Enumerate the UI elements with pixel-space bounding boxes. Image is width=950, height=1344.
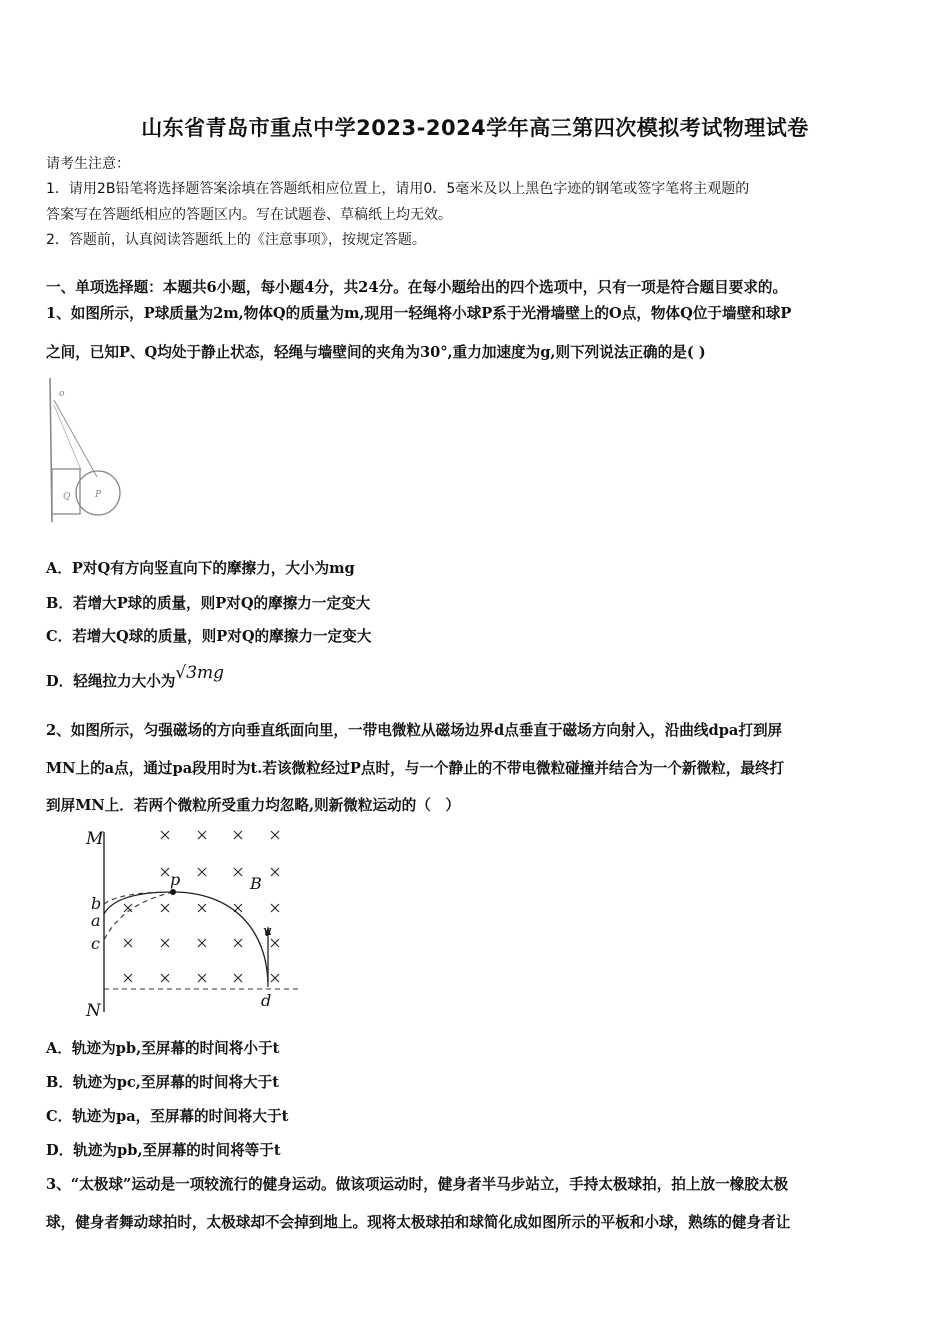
rope-edge-line xyxy=(54,405,81,470)
field-cross xyxy=(161,831,169,839)
field-cross xyxy=(271,939,279,947)
label-p: p xyxy=(170,870,181,889)
field-cross xyxy=(198,939,206,947)
field-cross xyxy=(198,904,206,912)
magnetic-field-crosses xyxy=(124,831,279,982)
question-1-option-d-text: D．轻绳拉力大小为 xyxy=(46,673,176,690)
question-1-figure xyxy=(40,370,135,530)
field-cross xyxy=(198,831,206,839)
label-c: c xyxy=(91,934,100,953)
field-cross xyxy=(234,939,242,947)
field-cross xyxy=(161,868,169,876)
question-1-option-b[interactable]: B．若增大P球的质量，则P对Q的摩擦力一定变大 xyxy=(46,595,371,612)
field-cross xyxy=(161,939,169,947)
question-2-stem-line3: 到屏MN上．若两个微粒所受重力均忽略,则新微粒运动的（ ） xyxy=(46,797,461,814)
label-m: M xyxy=(86,829,104,849)
question-2-option-c[interactable]: C．轨迹为pa，至屏幕的时间将大于t xyxy=(46,1108,289,1125)
field-cross xyxy=(161,974,169,982)
field-cross xyxy=(124,974,132,982)
label-v: v xyxy=(263,922,272,940)
trajectory-dpa xyxy=(104,892,268,987)
label-n: N xyxy=(86,1001,101,1021)
field-cross xyxy=(271,974,279,982)
field-cross xyxy=(161,904,169,912)
field-cross xyxy=(198,868,206,876)
page-title: 山东省青岛市重点中学2023-2024学年高三第四次模拟考试物理试卷 xyxy=(141,116,809,140)
question-1-stem-line1: 1、如图所示，P球质量为2m,物体Q的质量为m,现用一轻绳将小球P系于光滑墙壁上的O点，物体Q位于墙壁和球P xyxy=(46,305,792,322)
label-a: a xyxy=(91,911,101,930)
question-1-option-c[interactable]: C．若增大Q球的质量，则P对Q的摩擦力一定变大 xyxy=(46,628,372,645)
label-b-field: B xyxy=(250,874,262,893)
rope-line xyxy=(54,400,97,477)
field-cross xyxy=(234,831,242,839)
label-q: Q xyxy=(63,492,71,502)
field-cross xyxy=(271,904,279,912)
field-cross xyxy=(234,974,242,982)
question-3-stem-line1: 3、“太极球”运动是一项较流行的健身运动。做该项运动时，健身者半马步站立，手持太极球拍，拍上放一橡胶太极 xyxy=(46,1176,789,1193)
question-1-option-a[interactable]: A．P对Q有方向竖直向下的摩擦力，大小为mg xyxy=(46,560,355,577)
section-1-heading: 一、单项选择题：本题共6小题，每小题4分，共24分。在每小题给出的四个选项中，只有一项是符合题目要求的。 xyxy=(46,279,788,296)
question-2-option-a[interactable]: A．轨迹为pb,至屏幕的时间将小于t xyxy=(46,1040,280,1057)
field-cross xyxy=(271,868,279,876)
point-p xyxy=(170,889,176,895)
notice-item-1: 1．请用2B铅笔将选择题答案涂填在答题纸相应位置上，请用0．5毫米及以上黑色字迹的钢笔或签字笔将主观题的 xyxy=(46,181,750,197)
notice-heading: 请考生注意： xyxy=(46,156,130,172)
label-p: P xyxy=(95,490,102,500)
field-cross xyxy=(124,939,132,947)
question-1-stem-line2: 之间，已知P、Q均处于静止状态，轻绳与墙壁间的夹角为30°,重力加速度为g,则下列说法正确的是( ) xyxy=(46,344,706,361)
label-b: b xyxy=(91,894,102,913)
question-2-figure xyxy=(80,822,310,1022)
notice-item-1-cont: 答案写在答题纸相应的答题区内。写在试题卷、草稿纸上均无效。 xyxy=(46,207,452,223)
trajectory-pb xyxy=(104,892,173,904)
notice-item-2: 2．答题前，认真阅读答题纸上的《注意事项》，按规定答题。 xyxy=(46,232,426,248)
question-2-option-b[interactable]: B．轨迹为pc,至屏幕的时间将大于t xyxy=(46,1074,279,1091)
question-1-option-d[interactable] xyxy=(46,663,225,691)
question-3-stem-line2: 球，健身者舞动球拍时，太极球却不会掉到地上。现将太极球拍和球简化成如图所示的平板和小球，熟练的健身者让 xyxy=(46,1214,791,1231)
question-2-stem-line1: 2、如图所示，匀强磁场的方向垂直纸面向里，一带电微粒从磁场边界d点垂直于磁场方向射入，沿曲线dpa打到屏 xyxy=(46,722,783,739)
field-cross xyxy=(271,831,279,839)
field-cross xyxy=(198,974,206,982)
field-cross xyxy=(234,868,242,876)
field-cross xyxy=(124,904,132,912)
question-1-option-d-math: √3mg xyxy=(175,663,225,683)
label-o: o xyxy=(59,389,65,399)
label-d: d xyxy=(261,991,272,1010)
question-2-option-d[interactable]: D．轨迹为pb,至屏幕的时间将等于t xyxy=(46,1142,281,1159)
question-2-stem-line2: MN上的a点，通过pa段用时为t.若该微粒经过P点时，与一个静止的不带电微粒碰撞并结合为一个新微粒，最终打 xyxy=(46,760,785,777)
